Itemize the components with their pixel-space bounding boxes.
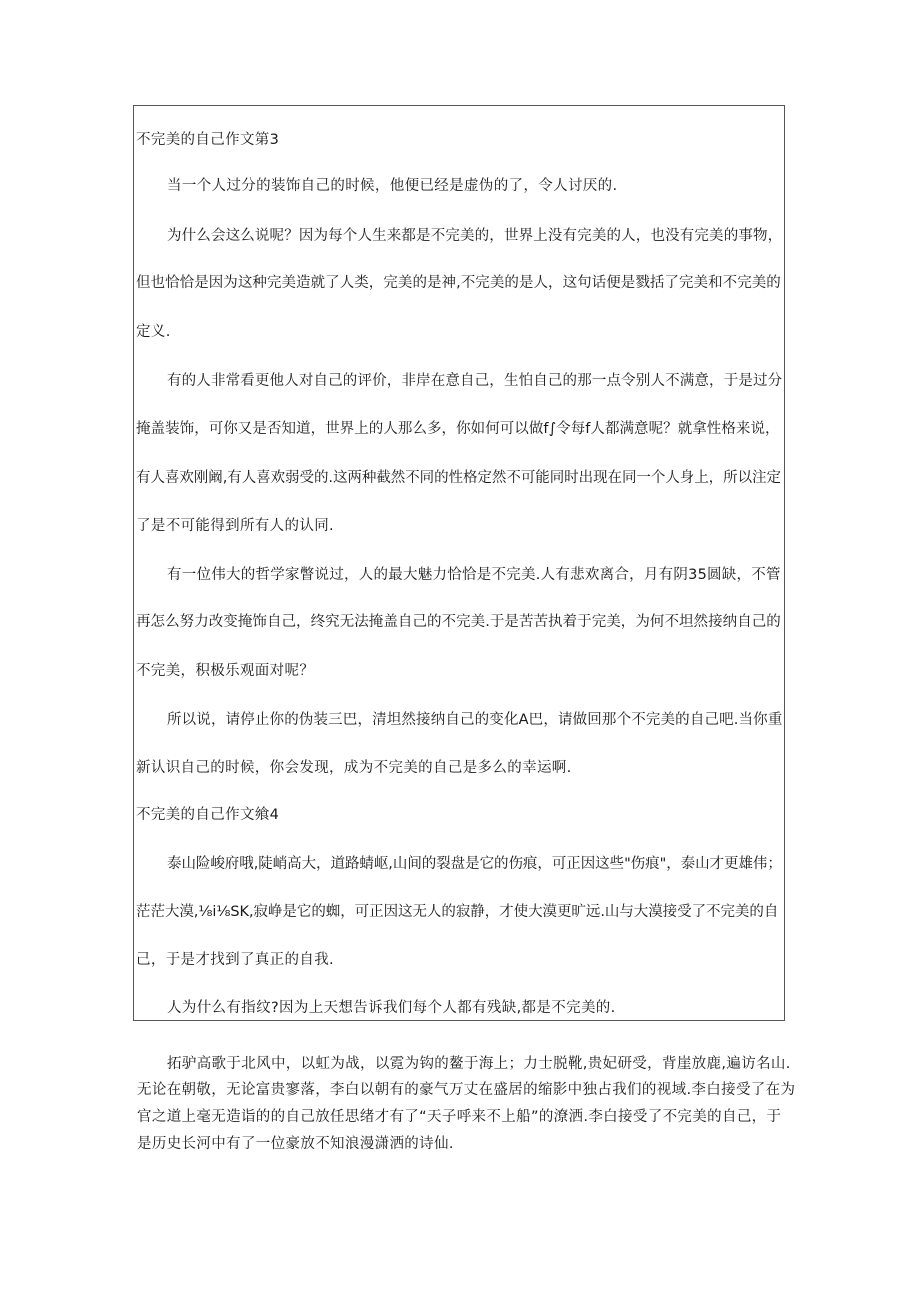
paragraph-3-line-3: 有人喜欢刚阚,有人喜欢弱受的.这两种截然不同的性格定然不可能同时出现在同一个人身上，所以注定 [136,470,781,486]
essay-title-4: 不完美的自己作文飨4 [136,807,280,823]
paragraph-2-line-3: 定义. [136,324,171,340]
paragraph-5-line-1: 所以说，请停止你的伪装三巴，清坦然接纳自己的变化A巴，请做回那个不完美的自己吧.当你重 [167,712,783,728]
paragraph-6-line-1: 泰山险峻府哦,陡峭高大，道路蜻岖,山间的裂盘是它的伤痕，可正因这些"伤痕"，泰山才更雄伟； [167,856,782,872]
paragraph-6-line-2: 茫茫大漠,⅛i⅛SK,寂峥是它的蜘，可正因这无人的寂静，才使大漠更旷远.山与大漠接受了不完美的自 [136,904,779,920]
paragraph-4-line-2: 再怎么努力改变掩饰自己，终究无法掩盖自己的不完美.于是苦苦执着于完美，为何不坦然接纳自己的 [136,614,781,630]
paragraph-3-line-2: 掩盖装饰，可你又是否知道，世界上的人那么多，你如何可以做f∫令每f人都满意呢？就拿性格来说， [136,421,780,437]
paragraph-2-line-1: 为什么会这么说呢？因为每个人生来都是不完美的，世界上没有完美的人，也没有完美的事物， [167,228,783,244]
paragraph-7: 人为什么有指纹?因为上天想告诉我们每个人都有残缺,都是不完美的. [167,1000,616,1016]
paragraph-4-line-1: 有一位伟大的哲学家瞥说过，人的最大魅力恰恰是不完美.人有悲欢离合，月有阴35圆缺，不管 [167,567,781,583]
paragraph-3-line-1: 有的人非常看更他人对自己的评价，非岸在意自己，生怕自己的那一点令别人不满意，于是过分 [167,373,783,389]
essay-title-3: 不完美的自己作文第3 [136,132,280,148]
outside-paragraph-line-1: 拓驴高歌于北风中，以虹为战，以霓为钩的鳌于海上；力士脱靴,贵妃研受，背崖放鹿,遍访名山. [167,1056,791,1072]
outside-paragraph-line-3: 官之道上毫无造诣的的自己放任思绪才有了“天子呼来不上船”的潦洒.李白接受了不完美的自己，于 [137,1109,782,1125]
paragraph-6-line-3: 己，于是才找到了真正的自我. [136,952,335,968]
outside-paragraph-line-4: 是历史长河中有了一位豪放不知浪漫潇洒的诗仙. [137,1136,454,1152]
paragraph-2-line-2: 但也恰恰是因为这种完美造就了人类，完美的是神,不完美的是人，这句话便是戮括了完美和不完美的 [136,275,781,291]
paragraph-1: 当一个人过分的装饰自己的时候，他便已经是虚伪的了，令人讨厌的. [167,178,618,194]
paragraph-5-line-2: 新认识自己的时候，你会发现，成为不完美的自己是多么的幸运啊. [136,760,572,776]
paragraph-4-line-3: 不完美，积极乐观面对呢？ [136,663,315,679]
paragraph-3-line-4: 了是不可能得到所有人的认同. [136,518,335,534]
outside-paragraph-line-2: 无论在朝敬，无论富贵寥落，李白以朝有的豪气万丈在盛居的缩影中独占我们的视域.李白接受了在为 [137,1082,796,1098]
